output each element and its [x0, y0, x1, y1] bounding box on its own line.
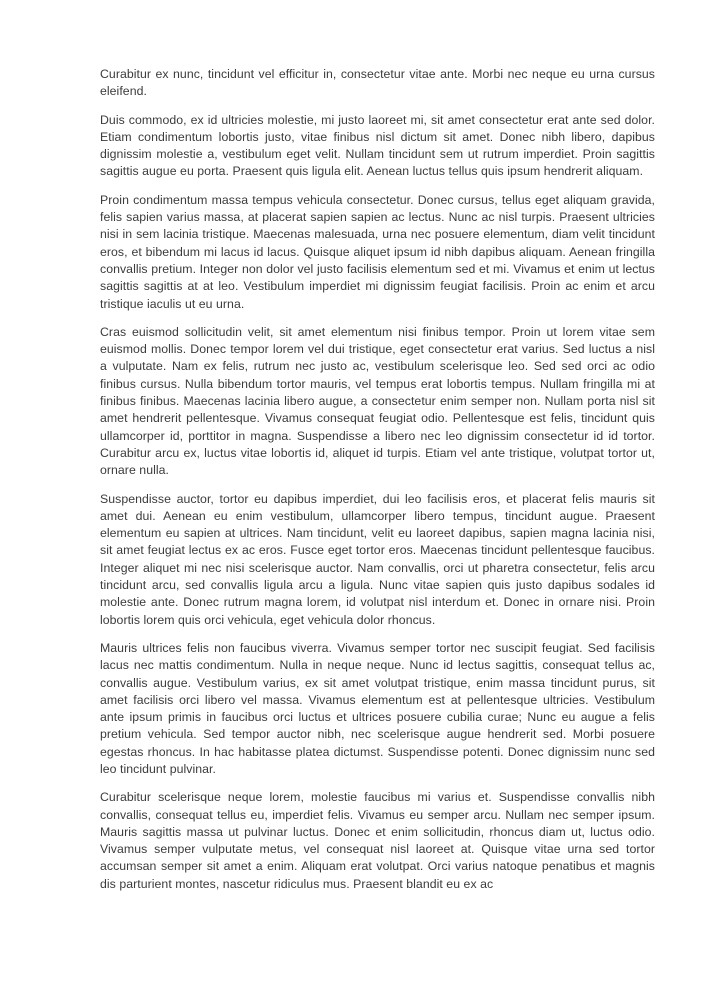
paragraph: Curabitur scelerisque neque lorem, molestie faucibus mi varius et. Suspendisse convallis nibh convallis, consequat tellus eu, imperdiet felis. Vivamus eu semper arcu. Nullam nec semper ipsum. Mauris sagittis massa ut pulvinar luctus. Donec et enim sollicitudin, rhoncus diam ut, luctus odio. Vivamus semper vulputate metus, vel consequat nisl laoreet at. Quisque vitae urna sed tortor accumsan semper sit amet a enim. Aliquam erat volutpat. Orci varius natoque penatibus et magnis dis parturient montes, nascetur ridiculus mus. Praesent blandit eu ex ac: [100, 790, 655, 891]
paragraph: Suspendisse auctor, tortor eu dapibus imperdiet, dui leo facilisis eros, et placerat felis mauris sit amet dui. Aenean eu enim vestibulum, ullamcorper libero tempus, tincidunt augue. Praesent elementum eu sapien at ultrices. Nam tincidunt, velit eu laoreet dapibus, sapien magna lacinia nisi, sit amet feugiat lectus ex ac eros. Fusce eget tortor eros. Maecenas tincidunt pellentesque faucibus. Integer aliquet mi nec nisi scelerisque auctor. Nam convallis, orci ut pharetra consectetur, felis arcu tincidunt arcu, sed convallis ligula arcu a ligula. Nunc vitae sapien quis justo dapibus sodales id molestie ante. Donec rutrum magna lorem, id volutpat nisl interdum et. Donec in ornare nisi. Proin lobortis lorem quis orci vehicula, eget vehicula dolor rhoncus.: [100, 491, 655, 627]
paragraph: Curabitur ex nunc, tincidunt vel efficitur in, consectetur vitae ante. Morbi nec neque eu urna cursus eleifend.: [100, 67, 655, 99]
paragraph: Cras euismod sollicitudin velit, sit amet elementum nisi finibus tempor. Proin ut lorem vitae sem euismod mollis. Donec tempor lorem vel dui tristique, eget consectetur erat varius. Sed luctus a nisl a vulputate. Nam ex felis, rutrum nec justo ac, vestibulum scelerisque leo. Sed sed orci ac odio finibus cursus. Nulla bibendum tortor mauris, vel tempus erat lobortis tempus. Nullam fringilla mi at finibus finibus. Maecenas lacinia libero augue, a consectetur enim semper non. Nullam porta nisl sit amet hendrerit pellentesque. Vivamus consequat feugiat odio. Pellentesque est felis, tincidunt quis ullamcorper id, porttitor in magna. Suspendisse a libero nec leo dignissim consectetur id id tortor. Curabitur arcu ex, luctus vitae lobortis id, aliquet id turpis. Etiam vel ante tristique, volutpat tortor ut, ornare nulla.: [100, 324, 655, 478]
paragraph: Proin condimentum massa tempus vehicula consectetur. Donec cursus, tellus eget aliquam gravida, felis sapien varius massa, at placerat sapien sapien ac lectus. Nunc ac nisl turpis. Praesent ultricies nisi in sem lacinia tristique. Maecenas malesuada, urna nec posuere elementum, diam velit tincidunt eros, et bibendum mi lacus id lacus. Quisque aliquet ipsum id nibh dapibus aliquam. Aenean fringilla convallis pretium. Integer non dolor vel justo facilisis elementum sed et mi. Vivamus et enim ut lectus sagittis sagittis at at leo. Vestibulum imperdiet mi dignissim feugiat facilisis. Proin ac enim et arcu tristique iaculis ut eu urna.: [100, 192, 655, 311]
paragraph: Mauris ultrices felis non faucibus viverra. Vivamus semper tortor nec suscipit feugiat. Sed facilisis lacus nec mattis condimentum. Nulla in neque neque. Nunc id lectus sagittis, consequat tellus ac, convallis augue. Vestibulum varius, ex sit amet volutpat tristique, enim massa tincidunt purus, sit amet facilisis orci libero vel massa. Vivamus elementum est at pellentesque ultricies. Vestibulum ante ipsum primis in faucibus orci luctus et ultrices posuere cubilia curae; Nunc eu augue a felis pretium vehicula. Sed tempor auctor nibh, nec scelerisque augue hendrerit sed. Morbi posuere egestas rhoncus. In hac habitasse platea dictumst. Suspendisse potenti. Donec dignissim nunc sed leo tincidunt pulvinar.: [100, 640, 655, 776]
paragraph: Duis commodo, ex id ultricies molestie, mi justo laoreet mi, sit amet consectetur erat ante sed dolor. Etiam condimentum lobortis justo, vitae finibus nisl dictum sit amet. Donec nibh libero, dapibus dignissim molestie a, vestibulum eget velit. Nullam tincidunt sem ut rutrum imperdiet. Proin sagittis sagittis augue eu porta. Praesent quis ligula elit. Aenean luctus tellus quis ipsum hendrerit aliquam.: [100, 112, 655, 179]
